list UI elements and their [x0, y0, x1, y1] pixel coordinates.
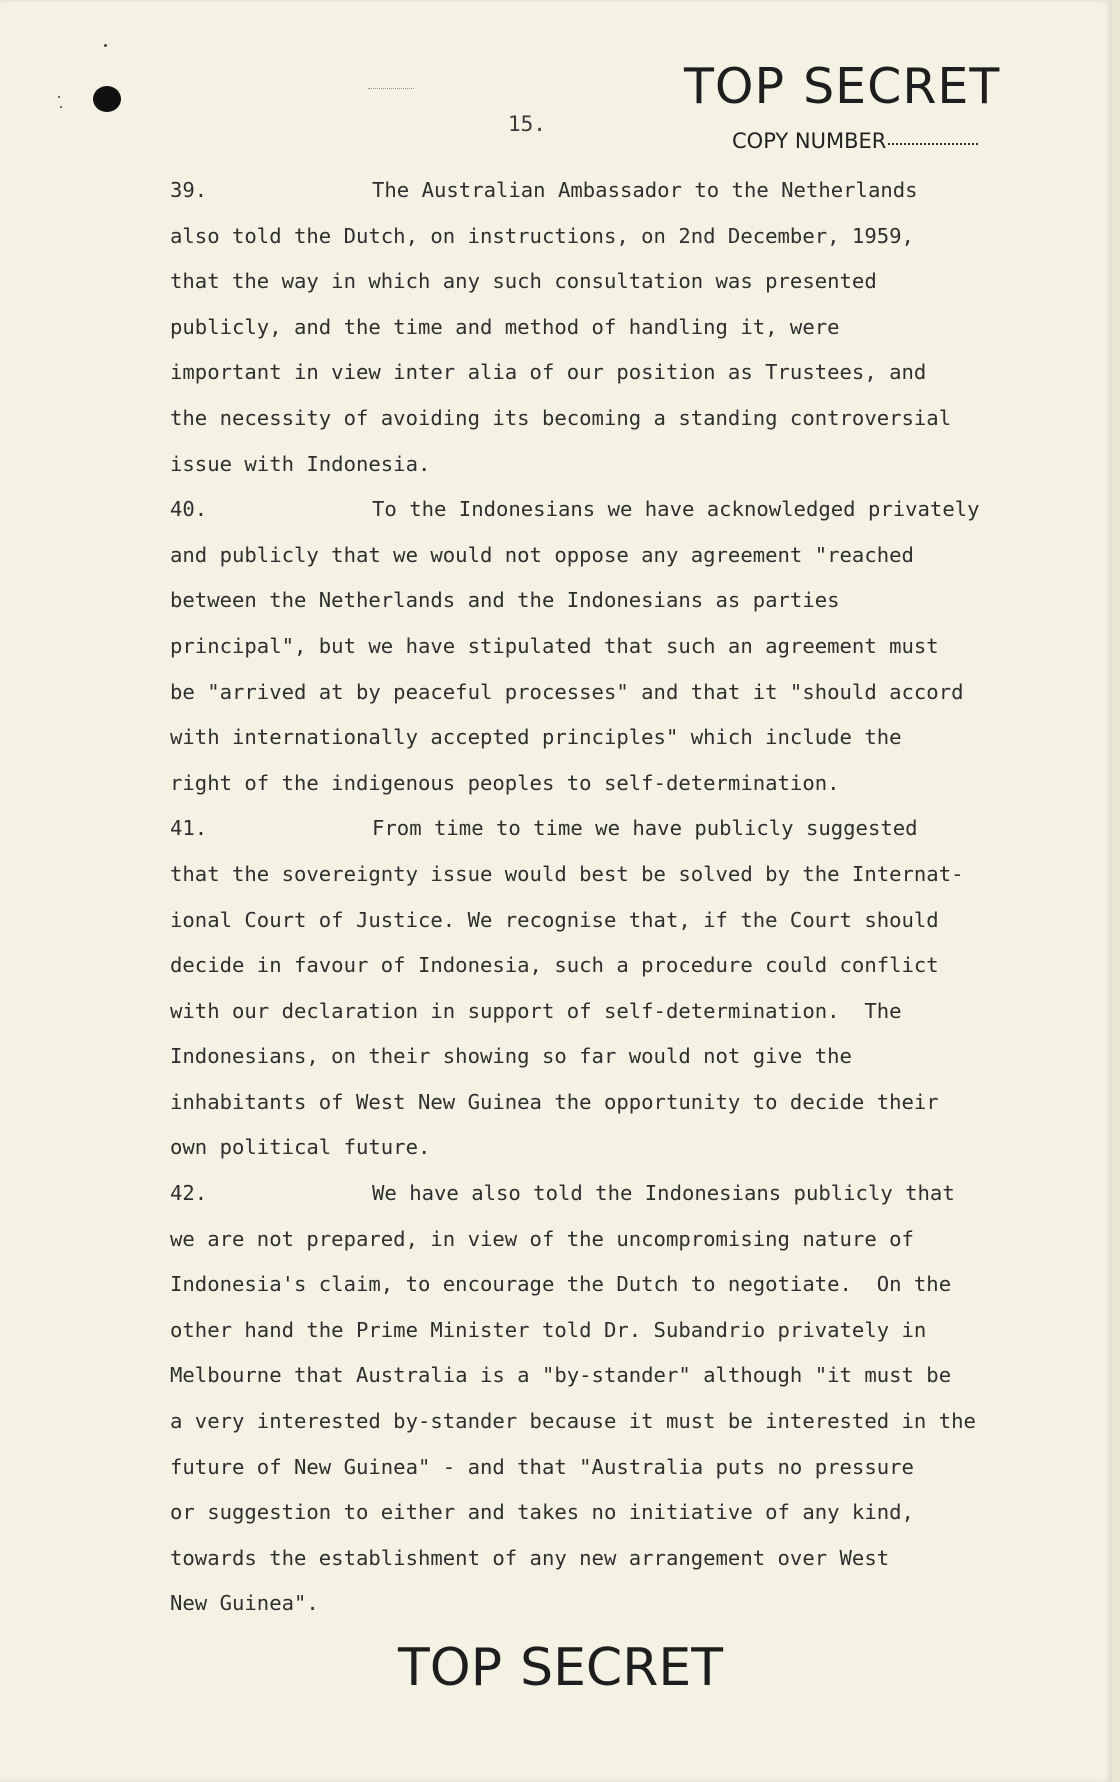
paragraph-line: with our declaration in support of self-determination. The — [170, 998, 902, 1023]
paragraph-line: Indonesia's claim, to encourage the Dutch to negotiate. On the — [170, 1272, 952, 1297]
paragraph-line: with internationally accepted principles" which include the — [170, 725, 902, 750]
paragraph-line: a very interested by-stander because it must be interested in the — [170, 1409, 976, 1434]
paragraph-line: New Guinea". — [170, 1591, 319, 1616]
paragraph-line: inhabitants of West New Guinea the opportunity to decide their — [170, 1089, 939, 1114]
paragraph-line: future of New Guinea" - and that "Australia puts no pressure — [170, 1454, 914, 1479]
paragraph-line: issue with Indonesia. — [170, 451, 431, 476]
paragraph-line — [170, 168, 1070, 214]
classification-footer — [398, 1638, 723, 1698]
classification-word: TOP — [398, 1638, 503, 1698]
copy-number-field — [732, 129, 978, 153]
paragraph-line: also told the Dutch, on instructions, on 2nd December, 1959, — [170, 223, 914, 248]
paragraph-line: and publicly that we would not oppose any agreement "reached — [170, 542, 914, 567]
speck-mark — [104, 44, 107, 47]
paragraph-line: Melbourne that Australia is a "by-stander" although "it must be — [170, 1363, 952, 1388]
punch-hole — [93, 86, 121, 112]
line-text: From time to time we have publicly suggested — [372, 816, 918, 841]
paragraph-line: the necessity of avoiding its becoming a standing controversial — [170, 405, 952, 430]
document-body — [170, 168, 1070, 1627]
paragraph-line: other hand the Prime Minister told Dr. Subandrio privately in — [170, 1317, 927, 1342]
paragraph-line: important in view inter alia of our position as Trustees, and — [170, 360, 927, 385]
paragraph-number: 42. — [170, 1181, 208, 1206]
copy-number-blank — [888, 143, 978, 145]
paragraph-line: ional Court of Justice. We recognise that, if the Court should — [170, 907, 939, 932]
paragraph-line: that the sovereignty issue would best be solved by the Internat- — [170, 861, 964, 886]
line-text: The Australian Ambassador to the Netherlands — [372, 178, 918, 202]
paragraph-line: Indonesians, on their showing so far would not give the — [170, 1044, 852, 1069]
paragraph-line: that the way in which any such consultation was presented — [170, 269, 877, 294]
line-text: To the Indonesians we have acknowledged privately — [372, 497, 980, 522]
classification-word: TOP — [684, 58, 786, 115]
paragraph-line — [170, 1171, 1070, 1217]
paragraph-line: right of the indigenous peoples to self-determination. — [170, 770, 840, 795]
speck-mark — [60, 106, 62, 108]
paragraph-line: between the Netherlands and the Indonesians as parties — [170, 588, 840, 613]
copy-number-label: COPY NUMBER — [732, 129, 887, 153]
paragraph-line — [170, 487, 1070, 533]
paragraph-line: be "arrived at by peaceful processes" and that it "should accord — [170, 679, 964, 704]
paragraph-number: 39. — [170, 178, 208, 202]
speck-mark — [58, 96, 60, 98]
faint-mark — [368, 88, 414, 91]
page-number: 15. — [508, 112, 546, 136]
paragraph-number: 41. — [170, 816, 208, 841]
paragraph-line: own political future. — [170, 1135, 431, 1160]
classification-word: SECRET — [803, 58, 1001, 115]
line-text: We have also told the Indonesians publicly that — [372, 1181, 955, 1206]
paragraph-number: 40. — [170, 497, 208, 522]
paragraph-line: principal", but we have stipulated that such an agreement must — [170, 633, 939, 658]
paragraph-line: we are not prepared, in view of the uncompromising nature of — [170, 1226, 914, 1251]
paragraph-line: towards the establishment of any new arrangement over West — [170, 1545, 890, 1570]
paragraph-line: or suggestion to either and takes no initiative of any kind, — [170, 1500, 914, 1525]
paragraph-line: decide in favour of Indonesia, such a procedure could conflict — [170, 953, 939, 978]
paragraph-line: publicly, and the time and method of handling it, were — [170, 314, 840, 339]
paragraph-line — [170, 806, 1070, 852]
classification-word: SECRET — [520, 1638, 723, 1698]
classification-header — [684, 58, 1004, 115]
